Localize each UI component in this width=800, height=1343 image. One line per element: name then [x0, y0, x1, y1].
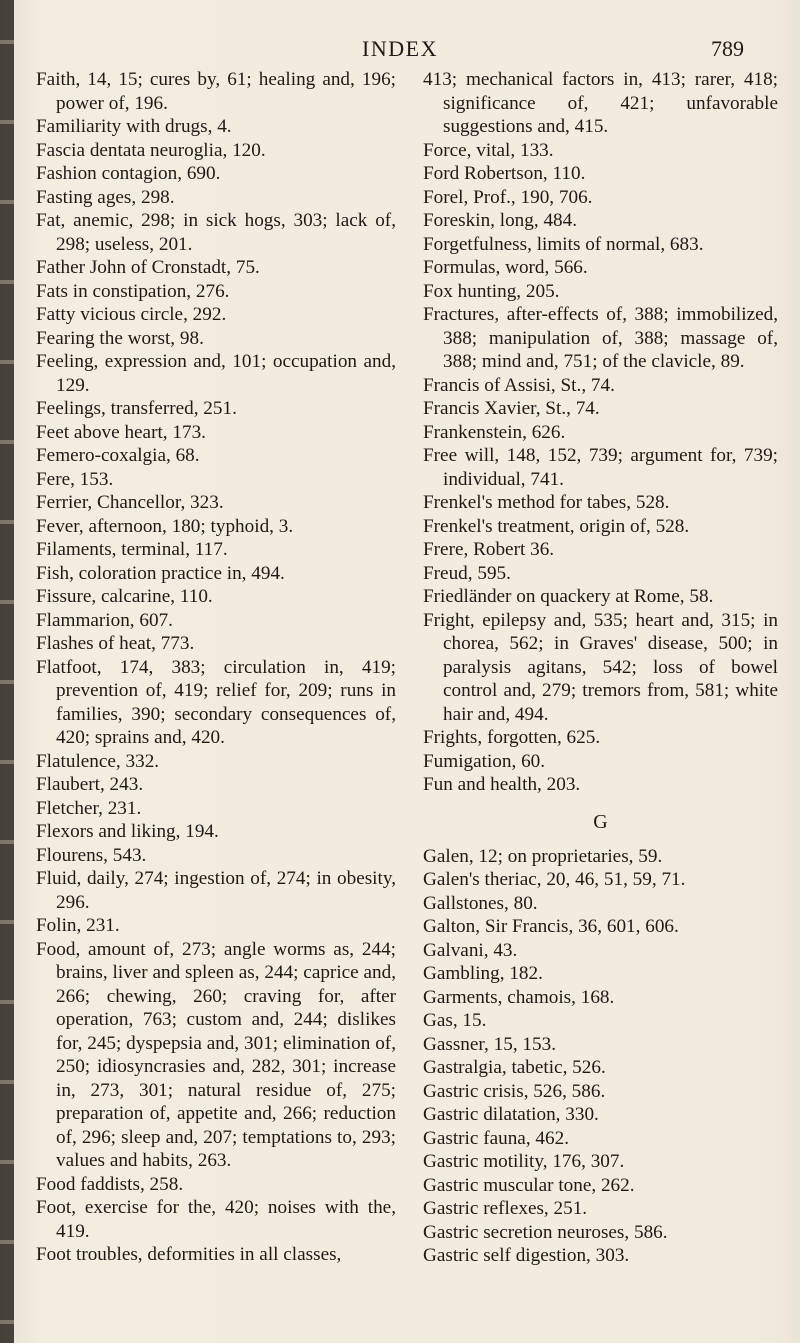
- index-entry: Femero-coxalgia, 68.: [36, 445, 200, 466]
- index-entry: Fletcher, 231.: [36, 797, 142, 819]
- index-entry: Free will, 148, 152, 739; argument for, 739; individual, 741.: [423, 445, 778, 490]
- index-entry: Foot, exercise for the, 420; noises with the, 419.: [36, 1197, 396, 1242]
- index-entry: Fere, 153.: [36, 468, 114, 490]
- index-entry: Flammarion, 607.: [36, 609, 173, 631]
- index-entry: Father John of Cronstadt, 75.: [36, 257, 260, 278]
- index-entry: Gastric muscular tone, 262.: [423, 1174, 635, 1196]
- index-entry: Fearing the worst, 98.: [36, 327, 204, 349]
- index-entry: Galen's theriac, 20, 46, 51, 59, 71.: [423, 869, 686, 890]
- index-entry: Gastric dilatation, 330.: [423, 1104, 599, 1125]
- index-entry: Flaubert, 243.: [36, 774, 144, 795]
- index-entry: Frenkel's treatment, origin of, 528.: [423, 515, 690, 537]
- index-entry: 413; mechanical factors in, 413; rarer, 418; significance of, 421; unfavorable suggestions and, 415.: [423, 69, 778, 137]
- index-entry: Folin, 231.: [36, 915, 120, 936]
- index-entry: Francis Xavier, St., 74.: [423, 398, 600, 419]
- index-entry: Fatty vicious circle, 292.: [36, 304, 227, 325]
- index-entry: Fissure, calcarine, 110.: [36, 586, 213, 607]
- index-entry: Flexors and liking, 194.: [36, 821, 219, 842]
- index-entry: Friedländer on quackery at Rome, 58.: [423, 586, 714, 607]
- index-entry: Frights, forgotten, 625.: [423, 727, 601, 748]
- index-entry: Flatfoot, 174, 383; circulation in, 419; prevention of, 419; relief for, 209; runs in families, 390; secondary consequences of, 420; sprains and, 420.: [36, 656, 396, 748]
- index-entry: Fat, anemic, 298; in sick hogs, 303; lack of, 298; useless, 201.: [36, 210, 396, 255]
- page-header: [0, 36, 800, 66]
- index-entry: Galvani, 43.: [423, 939, 518, 961]
- index-entry: Faith, 14, 15; cures by, 61; healing and, 196; power of, 196.: [36, 69, 396, 114]
- index-entry: Freud, 595.: [423, 562, 511, 584]
- index-entry: Force, vital, 133.: [423, 139, 554, 161]
- index-entry: Fractures, after-effects of, 388; immobilized, 388; manipulation of, 388; massage of, 388; mind and, 751; of the clavicle, 89.: [423, 304, 778, 372]
- page-number: 789: [711, 36, 744, 61]
- index-entry: Feeling, expression and, 101; occupation and, 129.: [36, 351, 396, 396]
- index-entry: Fright, epilepsy and, 535; heart and, 315; in chorea, 562; in Graves' disease, 500; in paralysis agitans, 542; loss of bowel control and, 279; tremors from, 581; white hair and, 494.: [423, 609, 778, 725]
- index-entry: Feet above heart, 173.: [36, 421, 206, 443]
- index-entry: Frere, Robert 36.: [423, 539, 555, 560]
- index-entry: Formulas, word, 566.: [423, 257, 588, 278]
- index-entry: Fascia dentata neuroglia, 120.: [36, 139, 266, 161]
- index-entry: Gastric self digestion, 303.: [423, 1245, 630, 1266]
- left-column: [36, 68, 396, 1267]
- index-entry: Gastralgia, tabetic, 526.: [423, 1057, 606, 1078]
- index-entry: Fish, coloration practice in, 494.: [36, 562, 285, 584]
- index-entry: Flourens, 543.: [36, 844, 147, 866]
- index-entry: Fever, afternoon, 180; typhoid, 3.: [36, 515, 294, 537]
- section-letter-heading: G: [593, 810, 608, 833]
- index-entry: Familiarity with drugs, 4.: [36, 116, 232, 137]
- index-entry: Gastric crisis, 526, 586.: [423, 1080, 606, 1102]
- index-entry: Flatulence, 332.: [36, 750, 160, 772]
- index-entry: Gallstones, 80.: [423, 892, 538, 914]
- index-entry: Gastric reflexes, 251.: [423, 1198, 588, 1219]
- index-entry: Fox hunting, 205.: [423, 280, 560, 302]
- index-entry: Gastric fauna, 462.: [423, 1127, 569, 1149]
- index-entry: Gambling, 182.: [423, 963, 543, 984]
- binding-gutter: [0, 0, 14, 1343]
- index-entry: Fashion contagion, 690.: [36, 163, 221, 184]
- index-entry: Fats in constipation, 276.: [36, 280, 230, 302]
- index-entry: Feelings, transferred, 251.: [36, 398, 237, 419]
- index-entry: Garments, chamois, 168.: [423, 986, 615, 1008]
- right-column: [423, 68, 778, 1268]
- index-entry: Foreskin, long, 484.: [423, 210, 578, 231]
- index-entry: Gastric secretion neuroses, 586.: [423, 1221, 668, 1243]
- index-entry: Fasting ages, 298.: [36, 186, 175, 208]
- index-entry: Gas, 15.: [423, 1010, 487, 1031]
- index-entry: Francis of Assisi, St., 74.: [423, 374, 615, 396]
- index-entry: Fun and health, 203.: [423, 774, 581, 795]
- index-entry: Forgetfulness, limits of normal, 683.: [423, 233, 704, 255]
- index-entry: Ferrier, Chancellor, 323.: [36, 492, 224, 513]
- index-entry: Food faddists, 258.: [36, 1173, 184, 1195]
- index-entry: Galen, 12; on proprietaries, 59.: [423, 845, 663, 867]
- index-entry: Frenkel's method for tabes, 528.: [423, 492, 670, 513]
- index-entry: Ford Robertson, 110.: [423, 163, 586, 184]
- index-entry: Fluid, daily, 274; ingestion of, 274; in obesity, 296.: [36, 868, 396, 913]
- index-entry: Frankenstein, 626.: [423, 421, 566, 443]
- index-entry: Foot troubles, deformities in all classes,: [36, 1244, 342, 1265]
- index-entry: Flashes of heat, 773.: [36, 633, 195, 654]
- index-entry: Gastric motility, 176, 307.: [423, 1151, 625, 1172]
- index-entry: Filaments, terminal, 117.: [36, 539, 228, 560]
- page-title: INDEX: [362, 36, 438, 61]
- index-entry: Gassner, 15, 153.: [423, 1033, 556, 1055]
- index-entry: Forel, Prof., 190, 706.: [423, 186, 593, 208]
- index-entry: Food, amount of, 273; angle worms as, 244; brains, liver and spleen as, 244; caprice and, 266; chewing, 260; craving for, after operation, 763; custom and, 244; dislikes for, 245; dyspepsia and, 301; elimination of, 250; idiosyncrasies and, 282, 301; increase in, 273, 301; natural residue of, 275; preparation of, appetite and, 266; reduction of, 296; sleep and, 207; temptations to, 293; values and habits, 263.: [36, 938, 396, 1171]
- index-entry: Galton, Sir Francis, 36, 601, 606.: [423, 916, 679, 937]
- index-entry: Fumigation, 60.: [423, 750, 546, 772]
